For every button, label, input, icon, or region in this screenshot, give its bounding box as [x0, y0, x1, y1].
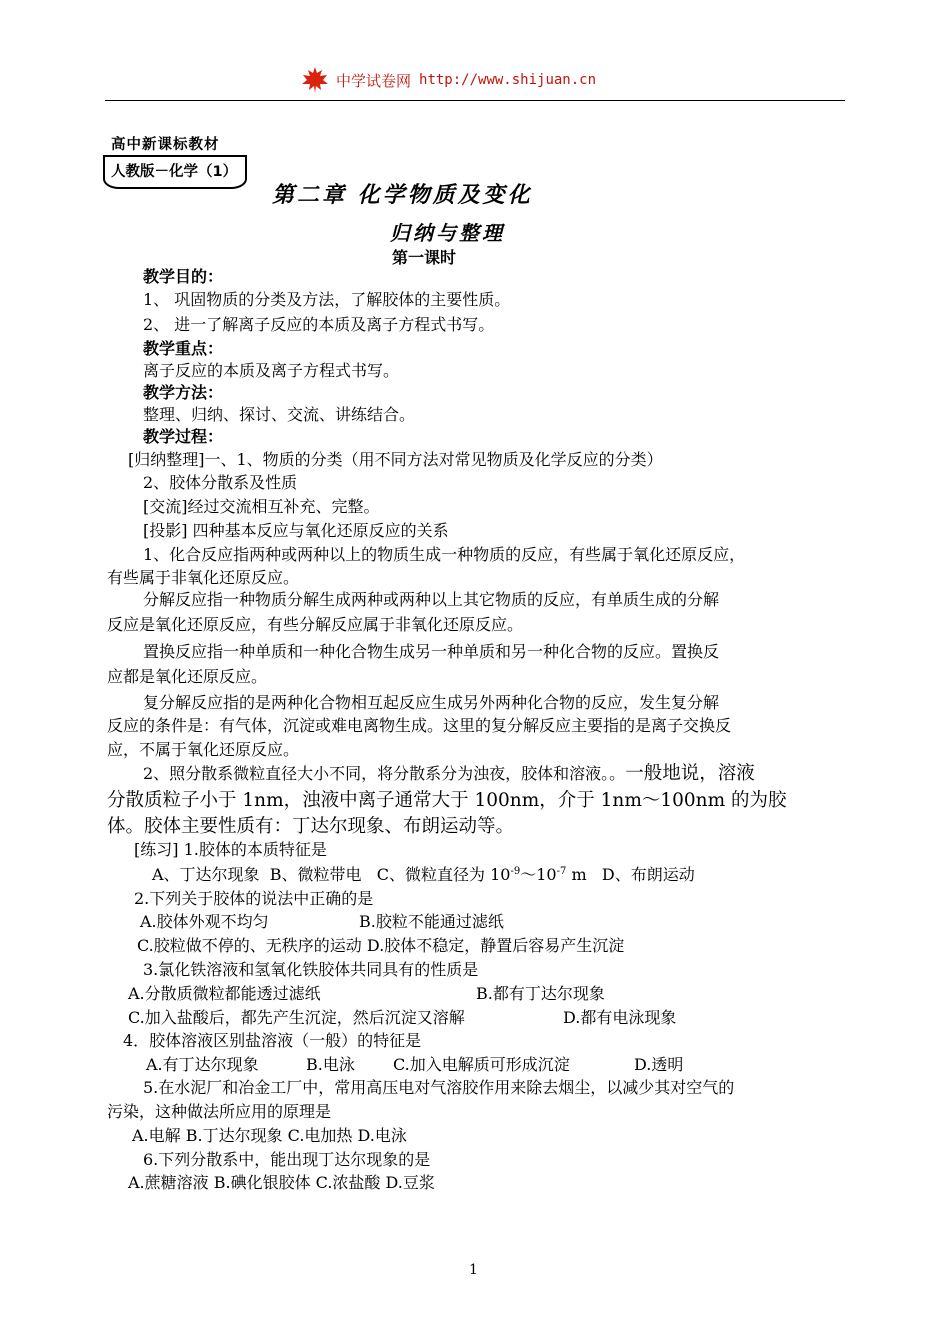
- process-line: [投影] 四种基本反应与氧化还原反应的关系: [143, 521, 449, 540]
- option-c: C.加入电解质可形成沉淀: [393, 1055, 570, 1074]
- paragraph-line: 分解反应指一种物质分解生成两种或两种以上其它物质的反应，有单质生成的分解: [143, 590, 720, 609]
- paragraph-line: 应，不属于氧化还原反应。: [107, 740, 300, 759]
- lesson-title: 第一课时: [392, 248, 457, 267]
- option-b: B.电泳: [306, 1055, 355, 1074]
- question-6: 6.下列分散系中，能出现丁达尔现象的是: [143, 1150, 431, 1169]
- question-3: 3.氯化铁溶液和氢氧化铁胶体共同具有的性质是: [143, 960, 479, 979]
- question-4: 4．胶体溶液区别盐溶液（一般）的特征是: [123, 1031, 422, 1050]
- paragraph-line: 置换反应指一种单质和一种化合物生成另一种单质和另一种化合物的反应。置换反: [143, 642, 720, 661]
- key-heading: 教学重点：: [143, 339, 224, 358]
- question-6-options: A.蔗糖溶液 B.碘化银胶体 C.浓盐酸 D.豆浆: [128, 1173, 435, 1192]
- badge-bottom-text: 人教版－化学（1）: [111, 164, 238, 180]
- page-number: 1: [469, 1262, 478, 1278]
- paragraph-line: 体。胶体主要性质有：丁达尔现象、布朗运动等。: [107, 816, 515, 837]
- question-1: [练习] 1.胶体的本质特征是: [134, 840, 327, 859]
- header-rule: [105, 100, 845, 101]
- paragraph-line: [143, 763, 755, 785]
- paragraph-line: 复分解反应指的是两种化合物相互起反应生成另外两种化合物的反应，发生复分解: [143, 693, 720, 712]
- option-b: B.胶粒不能通过滤纸: [359, 912, 504, 931]
- paragraph-line: 反应的条件是：有气体，沉淀或难电离物生成。这里的复分解反应主要指的是离子交换反: [107, 716, 732, 735]
- option-c: C.加入盐酸后，都先产生沉淀，然后沉淀又溶解: [128, 1008, 465, 1027]
- option-a: A.有丁达尔现象: [146, 1055, 259, 1074]
- question-5-cont: 污染，这种做法所应用的原理是: [107, 1102, 332, 1121]
- textbook-badge: [103, 133, 245, 191]
- site-url-link[interactable]: http://www.shijuan.cn: [419, 72, 597, 88]
- question-5-options: A.电解 B.丁达尔现象 C.电加热 D.电泳: [132, 1126, 407, 1145]
- process-line: 2、胶体分散系及性质: [143, 473, 298, 492]
- paragraph-line: 反应是氧化还原反应，有些分解反应属于非氧化还原反应。: [107, 615, 524, 634]
- process-line: [交流]经过交流相互补充、完整。: [143, 497, 380, 516]
- option-a: A.胶体外观不均匀: [140, 912, 269, 931]
- key-text: 离子反应的本质及离子方程式书写。: [143, 361, 400, 380]
- paragraph-segment: 2、照分散系微粒直径大小不同，将分散系分为浊夜，胶体和溶液。。: [143, 764, 626, 783]
- paragraph-line: 应都是氧化还原反应。: [107, 667, 268, 686]
- option-b: B、微粒带电: [269, 865, 362, 884]
- option-d: D.透明: [634, 1055, 684, 1074]
- question-2: 2.下列关于胶体的说法中正确的是: [134, 889, 374, 908]
- question-1-options: [152, 865, 695, 885]
- option-d: D.都有电泳现象: [563, 1008, 677, 1027]
- goal-item-1: 1、 巩固物质的分类及方法，了解胶体的主要性质。: [143, 290, 511, 309]
- option-a: A.分散质微粒都能透过滤纸: [128, 984, 321, 1003]
- option-b: B.都有丁达尔现象: [476, 984, 605, 1003]
- method-heading: 教学方法：: [143, 383, 224, 402]
- paragraph-line: 分散质粒子小于 1nm，浊液中离子通常大于 100nm，介于 1nm～100nm 的为胶: [107, 790, 787, 811]
- option-cd: C.胶粒做不停的、无秩序的运动 D.胶体不稳定，静置后容易产生沉淀: [137, 936, 625, 955]
- paragraph-line: 有些属于非氧化还原反应。: [107, 568, 300, 587]
- goal-item-2: 2、 进一了解离子反应的本质及离子方程式书写。: [143, 315, 495, 334]
- paragraph-segment: 一般地说，溶液: [625, 763, 755, 784]
- goal-heading: 教学目的：: [143, 267, 224, 286]
- question-5: 5.在水泥厂和冶金工厂中，常用高压电对气溶胶作用来除去烟尘，以减少其对空气的: [143, 1078, 735, 1097]
- maple-leaf-icon: [300, 65, 330, 95]
- section-title: 归纳与整理: [390, 221, 505, 245]
- chapter-title: 第二章 化学物质及变化: [272, 182, 533, 208]
- option-a: A、丁达尔现象: [152, 865, 260, 884]
- site-name: 中学试卷网: [336, 71, 412, 90]
- paragraph-line: 1、化合反应指两种或两种以上的物质生成一种物质的反应，有些属于氧化还原反应，: [143, 545, 746, 564]
- option-d: D、布朗运动: [601, 865, 695, 884]
- method-text: 整理、归纳、探讨、交流、讲练结合。: [143, 405, 416, 424]
- badge-top-text: 高中新课标教材: [111, 137, 220, 153]
- site-header: [300, 64, 596, 96]
- process-line: [归纳整理]一、1、物质的分类（用不同方法对常见物质及化学反应的分类）: [128, 450, 663, 469]
- process-heading: 教学过程：: [143, 427, 224, 446]
- option-c: C、微粒直径为 $10^{-9}\sim 10^{-7}$ m: [376, 865, 587, 884]
